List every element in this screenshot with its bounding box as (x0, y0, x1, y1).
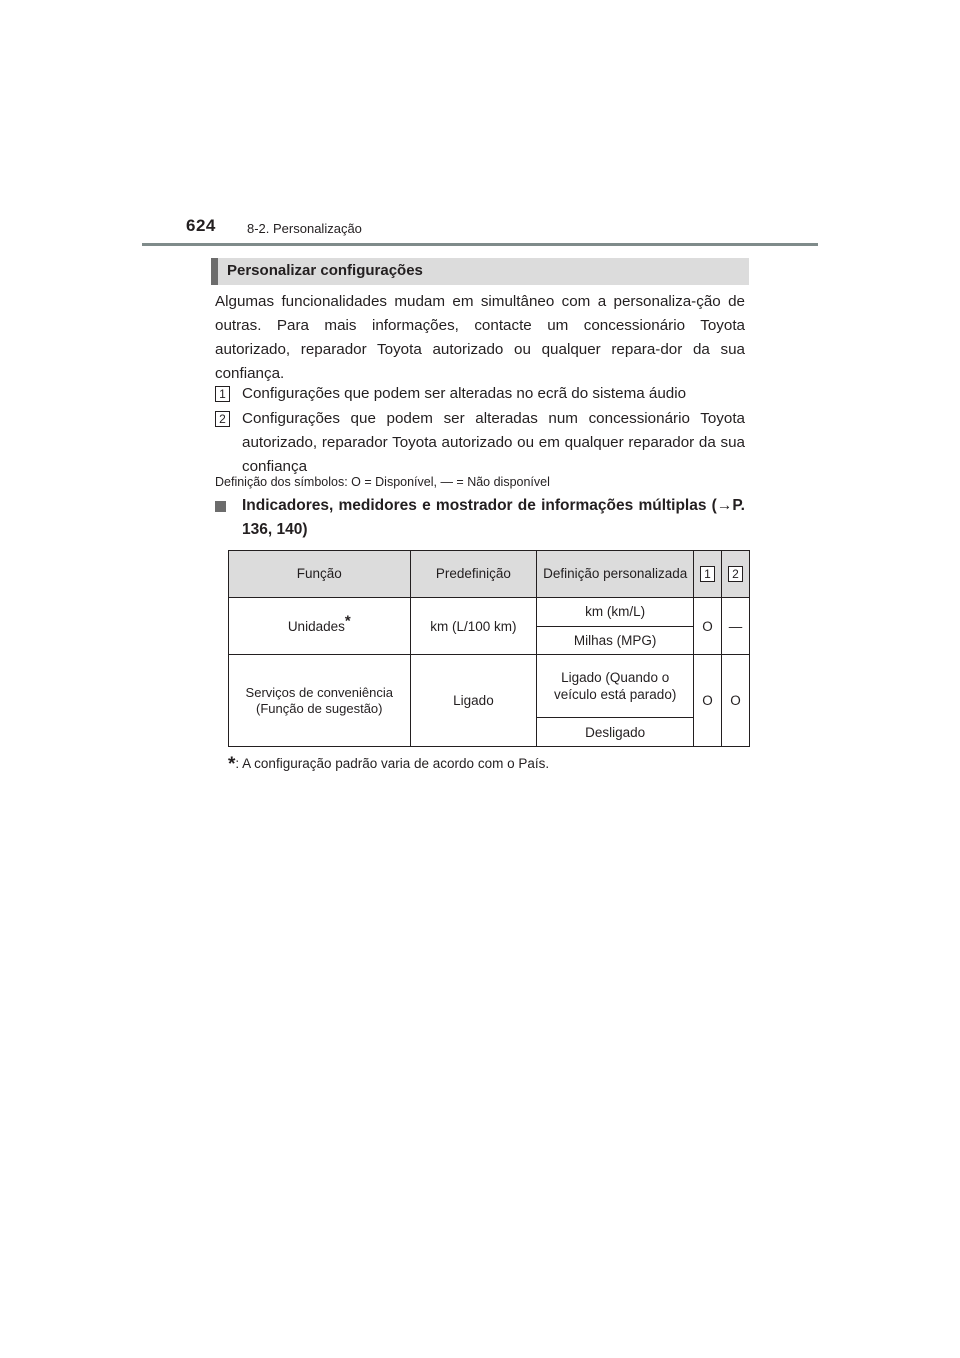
numbered-item-2-text: Configurações que podem ser alteradas num concessionário Toyota autorizado, reparador Toyota autorizado ou em qualquer reparador da sua confiança (242, 410, 745, 475)
availability-col-2: — (721, 598, 749, 655)
option-cell: Ligado (Quando o veículo está parado) (537, 655, 694, 718)
header-function: Função (229, 551, 411, 598)
asterisk-icon: * (228, 754, 236, 775)
table-header-row (229, 551, 750, 598)
function-label: Unidades (287, 618, 345, 634)
header-custom: Definição personalizada (537, 551, 694, 598)
number-1-icon: 1 (700, 566, 715, 582)
numbered-item-1 (215, 382, 745, 406)
footnote-text: : A configuração padrão varia de acordo com o País. (235, 756, 550, 771)
function-cell (229, 598, 411, 655)
option-cell: Milhas (MPG) (537, 626, 694, 655)
option-cell: Desligado (537, 718, 694, 747)
table-row (229, 598, 750, 627)
settings-table (228, 550, 750, 747)
availability-col-2: O (721, 655, 749, 747)
section-heading: Personalizar configurações (227, 262, 423, 279)
table-row (229, 655, 750, 718)
footnote (228, 754, 549, 776)
subsection-heading-text: Indicadores, medidores e mostrador de informações múltiplas (→P. 136, 140) (242, 497, 745, 538)
default-cell: Ligado (410, 655, 537, 747)
option-cell: km (km/L) (537, 598, 694, 627)
square-bullet-icon (215, 501, 226, 512)
chapter-title: 8-2. Personalização (247, 221, 362, 236)
subsection-heading (215, 494, 745, 542)
asterisk-icon: * (344, 612, 351, 629)
default-cell: km (L/100 km) (410, 598, 537, 655)
number-1-icon: 1 (215, 386, 230, 402)
number-2-icon: 2 (728, 566, 743, 582)
symbols-definition: Definição dos símbolos: O = Disponível, — = Não disponível (215, 475, 550, 489)
header-rule (142, 243, 818, 246)
number-2-icon: 2 (215, 411, 230, 427)
function-cell: Serviços de conveniência (Função de sugestão) (229, 655, 411, 747)
header-col-2 (721, 551, 749, 598)
section-heading-bar (211, 258, 749, 285)
intro-paragraph: Algumas funcionalidades mudam em simultâneo com a personaliza-ção de outras. Para mais informações, contacte um concessionário Toyota autorizado, reparador Toyota autorizado ou qualquer repara-dor da sua confiança. (215, 293, 745, 382)
numbered-item-2 (215, 407, 745, 479)
header-col-1 (694, 551, 722, 598)
numbered-item-1-text: Configurações que podem ser alteradas no ecrã do sistema áudio (242, 385, 687, 402)
availability-col-1: O (694, 655, 722, 747)
availability-col-1: O (694, 598, 722, 655)
header-default: Predefinição (410, 551, 537, 598)
page-number: 624 (186, 216, 216, 235)
